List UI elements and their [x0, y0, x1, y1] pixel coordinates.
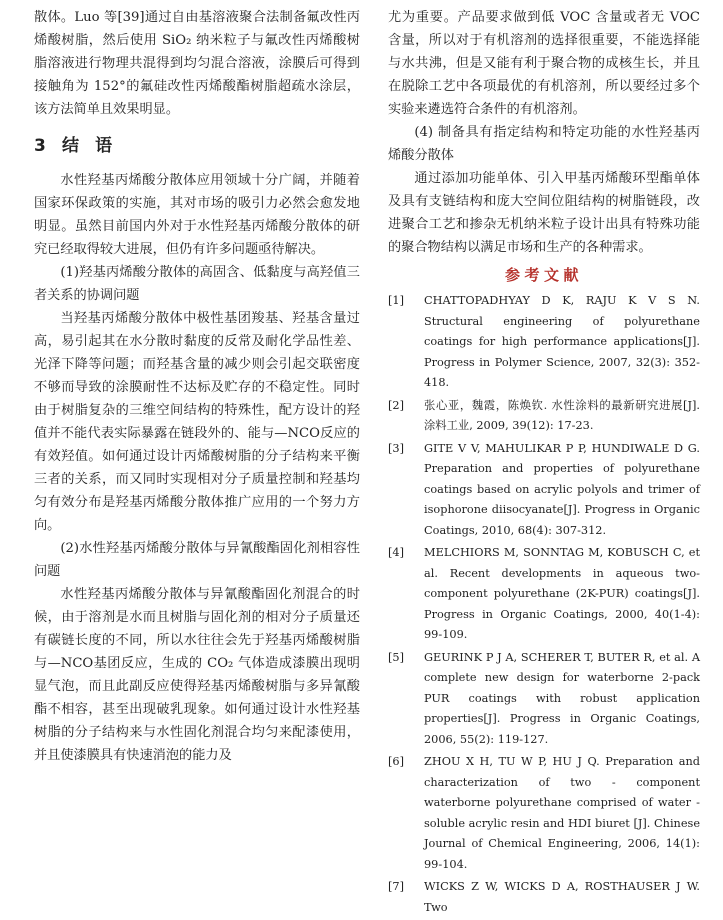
item-heading-4: (4) 制备具有指定结构和特定功能的水性羟基丙烯酸分散体 — [388, 125, 700, 163]
item-heading-2: (2)水性羟基丙烯酸分散体与异氰酸酯固化剂相容性问题 — [34, 541, 360, 579]
reference-item — [388, 752, 700, 875]
reference-item — [388, 396, 700, 437]
paragraph-item-2: 水性羟基丙烯酸分散体与异氰酸酯固化剂混合的时候，由于溶剂是水而且树脂与固化剂的相对分子质量还有碳链长度的不同，所以水往往会先于羟基丙烯酸树脂与—NCO基团反应，生成的 CO₂ 气体造成漆膜出现明显气泡，而且此副反应使得羟基丙烯酸树脂与多异氰酸酯不相容，甚至出现破乳现象。如何通过设计水性羟基树脂的分子结构来与水性固化剂混合均匀来配漆使用，并且使漆膜具有快速消泡的能力及 — [34, 587, 360, 763]
reference-text: CHATTOPADHYAY D K, RAJU K V S N. Structural engineering of polyurethane coatings for high performance applications[J]. Progress in Polymer Science, 2007, 32(3): 352-418. — [424, 294, 700, 389]
references-heading: 参考文献 — [504, 266, 583, 284]
reference-text: 张心亚，魏霞，陈焕钦. 水性涂料的最新研究进展[J]. 涂料工业, 2009, 39(12): 17-23. — [424, 398, 700, 432]
reference-text: GITE V V, MAHULIKAR P P, HUNDIWALE D G. Preparation and properties of polyurethane coatings based on acrylic polyols and trimer of isophorone diisocyanate[J]. Progress in Organic Coatings, 2010, 68(4): 307-312. — [424, 441, 700, 537]
section-heading-conclusion: 3 结 语 — [34, 136, 118, 156]
reference-item — [388, 439, 700, 542]
reference-number: [1] — [388, 294, 405, 307]
reference-text: ZHOU X H, TU W P, HU J Q. Preparation and characterization of two - component waterborne polyurethane comprised of water - soluble acrylic resin and HDI biuret [J]. Chinese Journal of Chemical Engineering, 2006, 14(1): 99-104. — [424, 755, 700, 871]
reference-item — [388, 291, 700, 394]
paragraph-solvent: 尤为重要。产品要求做到低 VOC 含量或者无 VOC 含量，所以对于有机溶剂的选择很重要，不能选择能与水共沸，但是又能有利于聚合物的成核生长，并且在脱除工艺中各项最优的有机溶剂，所以要经过多个实验来遴选符合条件的有机溶剂。 — [388, 10, 700, 117]
reference-number: [2] — [388, 398, 405, 412]
left-column — [34, 6, 360, 767]
reference-number: [7] — [388, 880, 405, 893]
paragraph-item-4: 通过添加功能单体、引入甲基丙烯酸环型酯单体及具有支链结构和庞大空间位阻结构的树脂链段，改进聚合工艺和掺杂无机纳米粒子设计出具有特殊功能的聚合物结构以满足市场和生产的各种需求。 — [388, 171, 700, 255]
reference-number: [6] — [388, 755, 405, 768]
reference-number: [5] — [388, 650, 405, 664]
paragraph-luo: 散体。Luo 等[39]通过自由基溶液聚合法制备氟改性丙烯酸树脂，然后使用 SiO₂ 纳米粒子与氟改性丙烯酸树脂溶液进行物理共混得到均匀混合溶液，涂膜后可得到接触角为 152°的氟硅改性丙烯酸酯树脂超疏水涂层，该方法简单且效果明显。 — [34, 10, 360, 117]
item-heading-1: (1)羟基丙烯酸分散体的高固含、低黏度与高羟值三者关系的协调问题 — [34, 265, 360, 303]
paragraph-intro: 水性羟基丙烯酸分散体应用领域十分广阔，并随着国家环保政策的实施，其对市场的吸引力必然会愈发地明显。虽然目前国内外对于水性羟基丙烯酸分散体的研究已经取得较大进展，但仍有许多问题亟待解决。 — [34, 173, 360, 257]
right-column — [388, 6, 700, 920]
reference-list — [388, 291, 700, 918]
reference-item — [388, 543, 700, 646]
reference-text: WICKS Z W, WICKS D A, ROSTHAUSER J W. Two — [424, 880, 700, 914]
reference-number: [4] — [388, 546, 405, 559]
reference-item — [388, 877, 700, 918]
reference-item — [388, 648, 700, 751]
reference-text: MELCHIORS M, SONNTAG M, KOBUSCH C, et al. Recent developments in aqueous two-component polyurethane (2K-PUR) coatings[J]. Progress in Organic Coatings, 2000, 40(1-4): 99-109. — [424, 546, 700, 641]
reference-text: GEURINK P J A, SCHERER T, BUTER R, et al. A complete new design for waterborne 2-pack PUR coatings with robust application properties[J]. Progress in Organic Coatings, 2006, 55(2): 119-127. — [424, 650, 700, 746]
paragraph-item-1: 当羟基丙烯酸分散体中极性基团羧基、羟基含量过高，易引起其在水分散时黏度的反常及耐化学品性差、光泽下降等问题；而羟基含量的减少则会引起交联密度不够而导致的涂膜耐性不达标及贮存的不稳定性。同时由于树脂复杂的三维空间结构的特殊性，配方设计的羟值并不能代表实际暴露在链段外的、能与—NCO反应的有效羟值。如何通过设计丙烯酸树脂的分子结构来平衡三者的关系，而又同时实现相对分子质量控制和羟基均匀有效分布是羟基丙烯酸分散体推广应用的一个努力方向。 — [34, 311, 360, 533]
reference-number: [3] — [388, 441, 405, 455]
